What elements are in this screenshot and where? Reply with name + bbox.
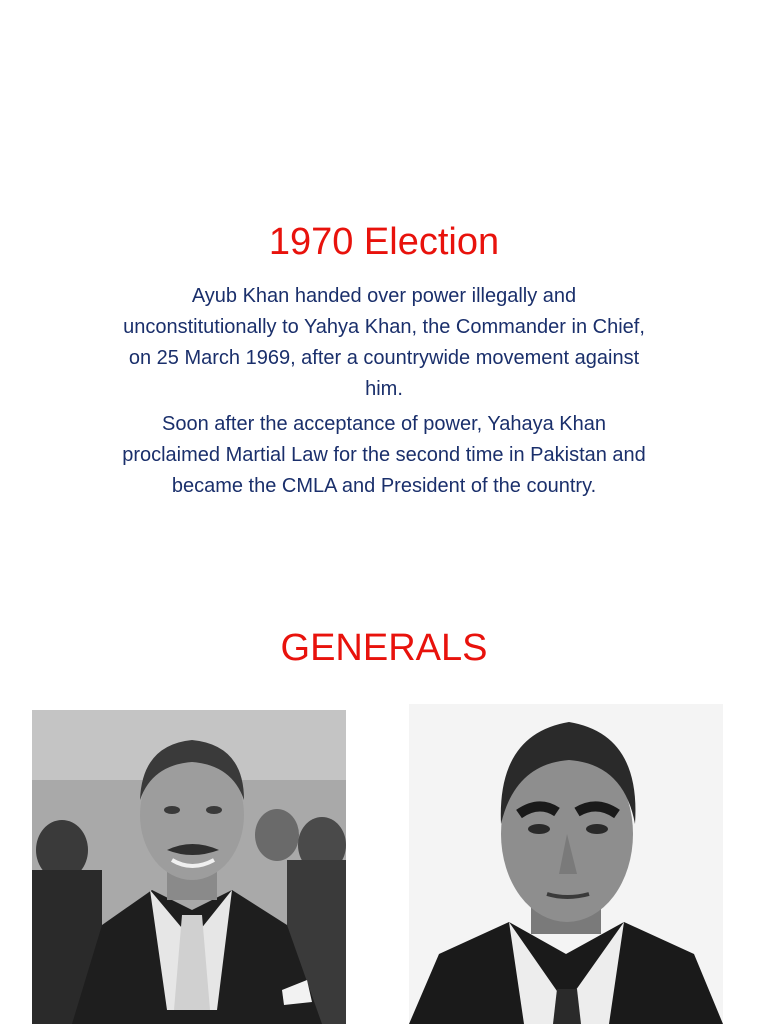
body-paragraph-1: Ayub Khan handed over power illegally and unconstitutionally to Yahya Khan, the Commander in Chief, on 25 March 1969, after a countrywide movement against him.	[123, 285, 645, 400]
general-portrait-right	[409, 704, 723, 1024]
slide-title: 1970 Election	[268, 221, 500, 263]
body-paragraph-2: Soon after the acceptance of power, Yahaya Khan proclaimed Martial Law for the second time in Pakistan and became the CMLA and President of the country.	[122, 413, 646, 497]
general-portrait-left	[32, 710, 346, 1024]
general-photo-left	[32, 710, 346, 1024]
section-heading: GENERALS	[280, 627, 488, 669]
general-photo-right	[409, 704, 723, 1024]
